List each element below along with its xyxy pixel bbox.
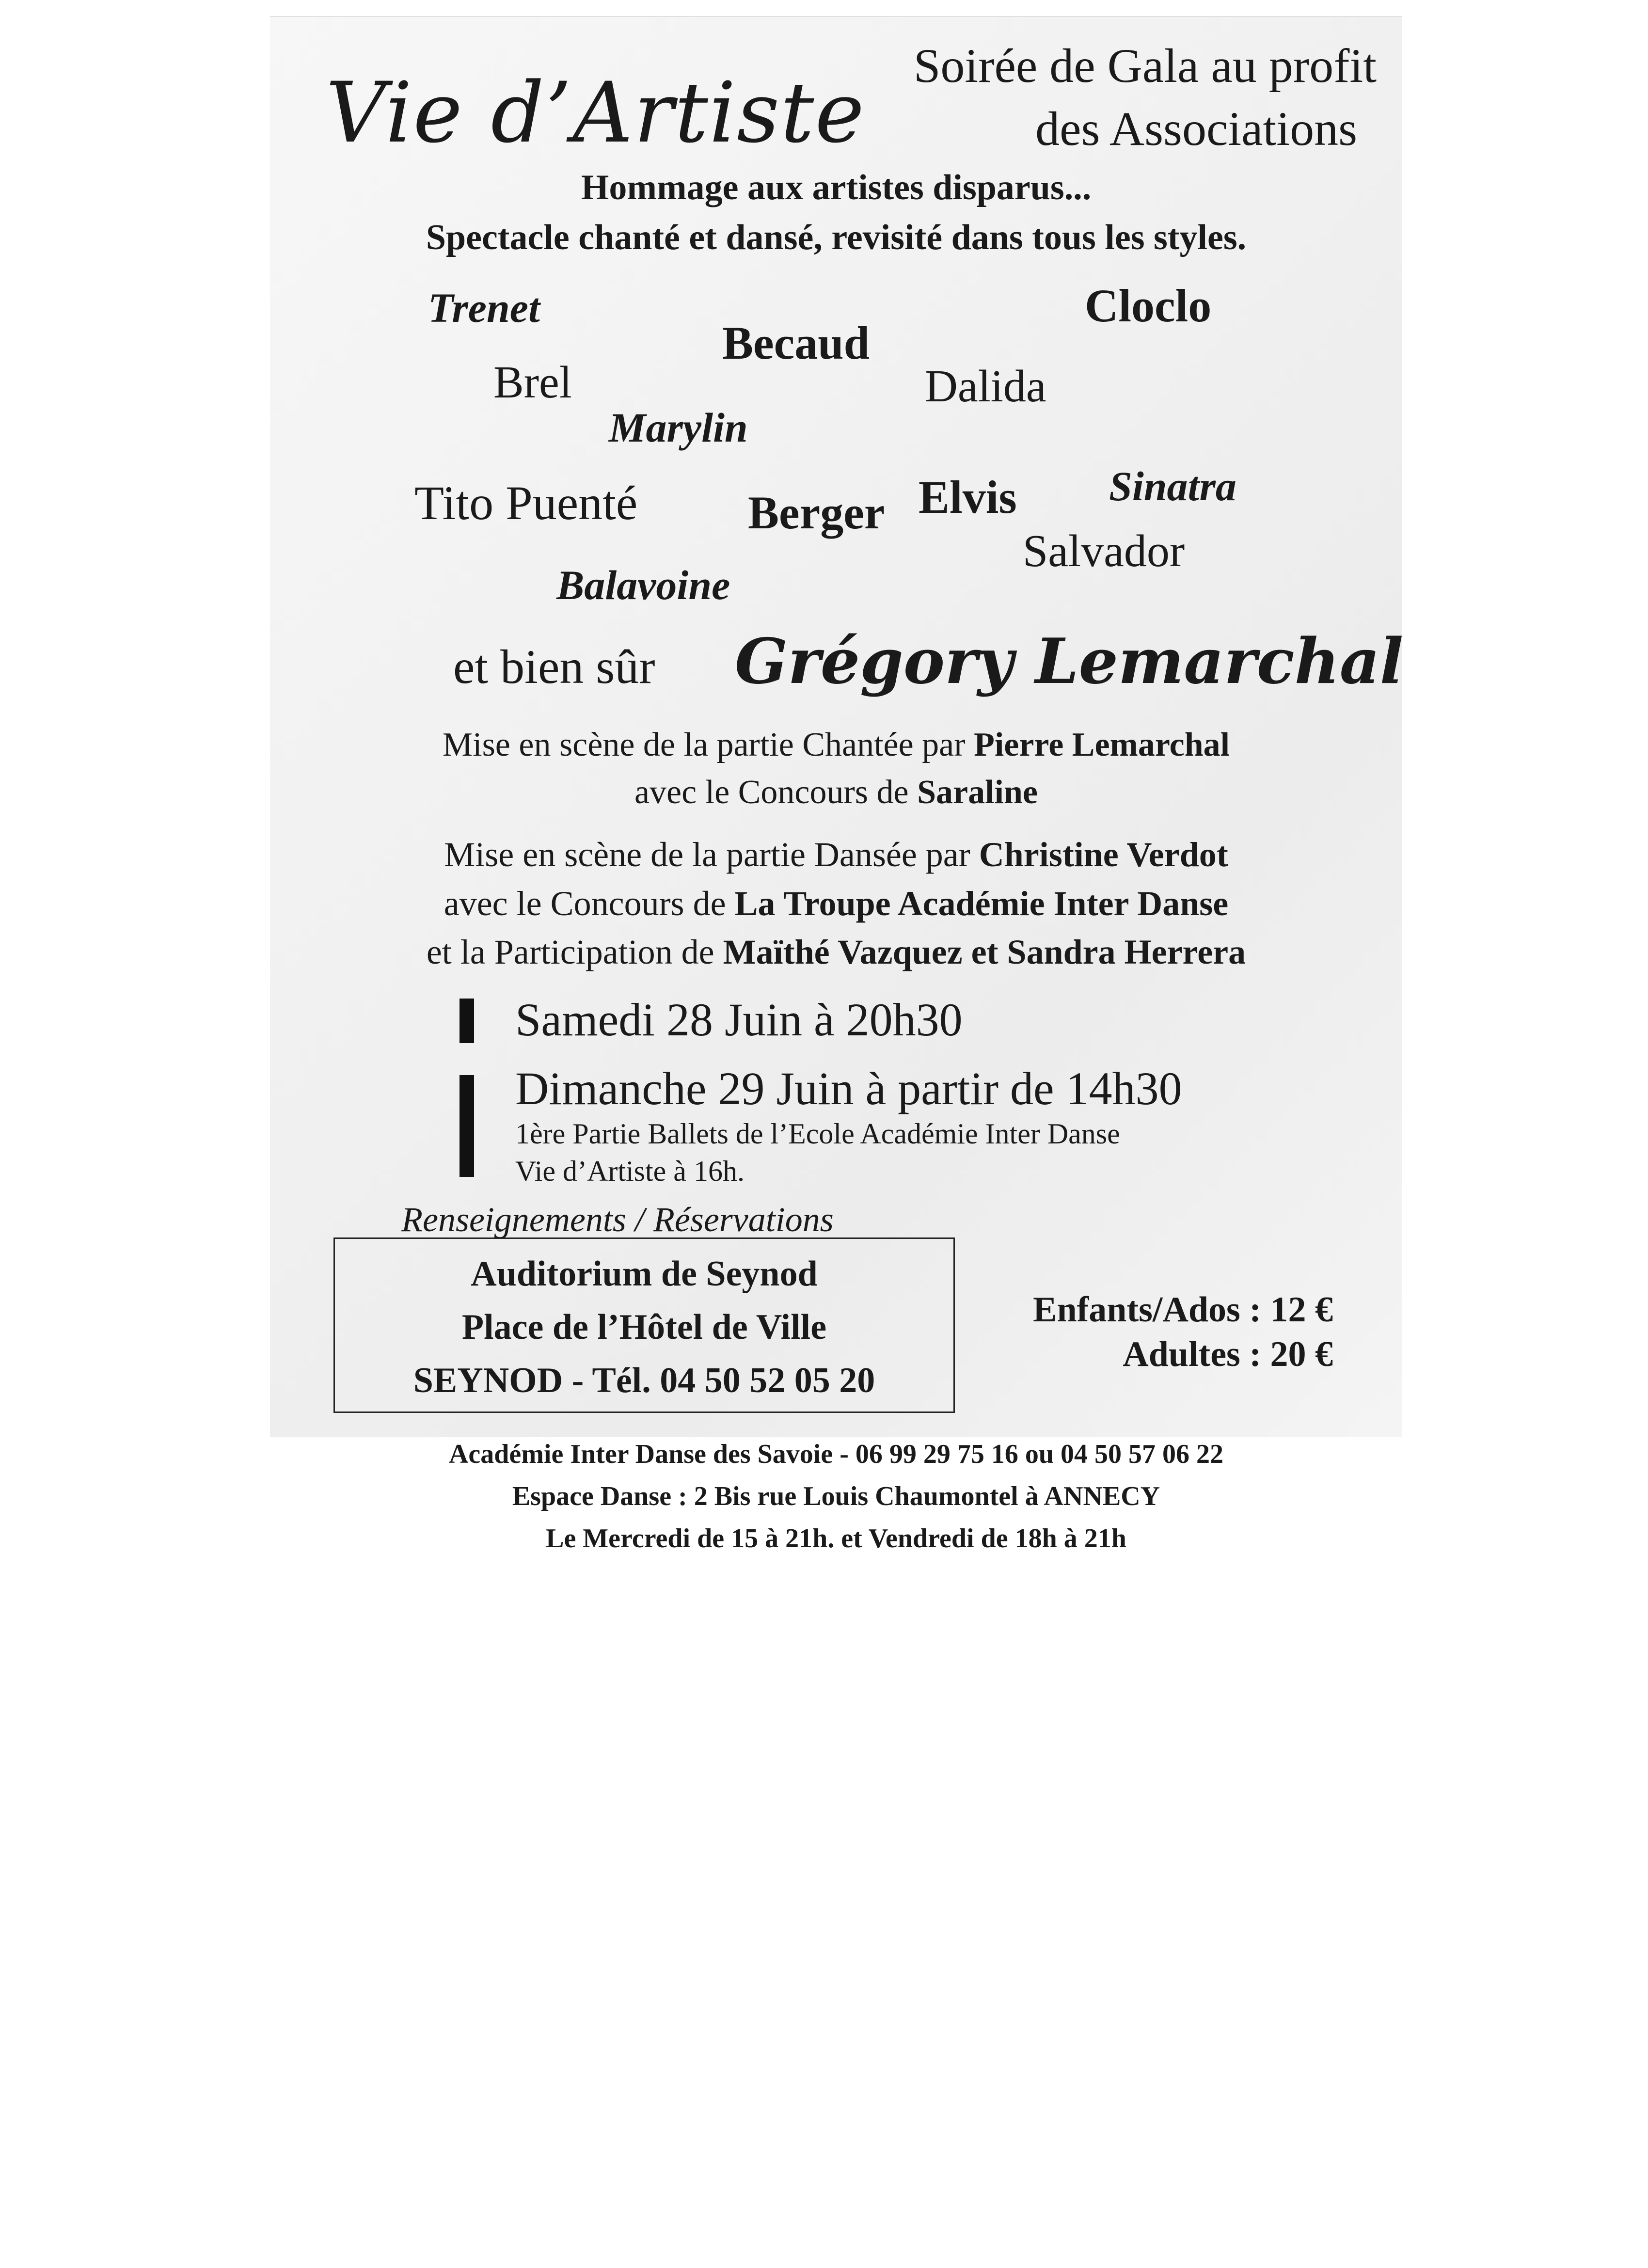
- credit-dance3-line: [270, 932, 1402, 972]
- artist-trenet: Trenet: [428, 285, 540, 331]
- credit-dance2-line: [270, 884, 1402, 924]
- artist-dalida: Dalida: [925, 361, 1046, 412]
- artist-cloclo: Cloclo: [1085, 280, 1212, 332]
- artist-marylin: Marylin: [609, 404, 748, 451]
- price-children: Enfants/Ados : 12 €: [1033, 1290, 1333, 1330]
- tribute-prefix: et bien sûr: [453, 640, 655, 694]
- date-marker-saturday: [460, 999, 474, 1043]
- flyer-title: Vie d’Artiste: [326, 64, 866, 161]
- artist-becaud: Becaud: [722, 317, 870, 369]
- credit-sung-prefix: Mise en scène de la partie Chantée par: [442, 726, 966, 763]
- date-saturday: Samedi 28 Juin à 20h30: [515, 994, 963, 1046]
- credit-dance3-name: Maïthé Vazquez et Sandra Herrera: [723, 933, 1246, 971]
- booking-venue: Auditorium de Seynod: [471, 1254, 818, 1294]
- tribute-name: Grégory Lemarchal: [735, 625, 1404, 698]
- credit-dance2-prefix: avec le Concours de: [444, 884, 726, 923]
- credit-sung2-line: [270, 773, 1402, 812]
- credit-sung-line: [270, 726, 1402, 764]
- price-adults: Adultes : 20 €: [1123, 1334, 1333, 1374]
- artist-brel: Brel: [493, 357, 572, 408]
- artist-berger: Berger: [748, 487, 885, 539]
- flyer-subtitle-line2: des Associations: [1035, 102, 1357, 156]
- booking-phone: SEYNOD - Tél. 04 50 52 05 20: [413, 1361, 875, 1400]
- footer-line-3: Le Mercredi de 15 à 21h. et Vendredi de 18h à 21h: [546, 1523, 1126, 1554]
- credit-dance3-prefix: et la Participation de: [426, 933, 714, 971]
- booking-heading: Renseignements / Réservations: [401, 1200, 834, 1239]
- credit-dance-line: [270, 835, 1402, 875]
- credit-sung-name: Pierre Lemarchal: [974, 726, 1230, 763]
- intro-line-2: Spectacle chanté et dansé, revisité dans tous les styles.: [426, 218, 1247, 257]
- intro-line-1: Hommage aux artistes disparus...: [581, 168, 1092, 207]
- credit-sung2-prefix: avec le Concours de: [634, 774, 909, 811]
- artist-tito-puente: Tito Puenté: [414, 476, 638, 530]
- credit-dance-name: Christine Verdot: [979, 835, 1228, 874]
- date-marker-sunday: [460, 1075, 474, 1177]
- footer-line-2: Espace Danse : 2 Bis rue Louis Chaumontel à ANNECY: [512, 1481, 1160, 1511]
- credit-sung2-name: Saraline: [917, 774, 1038, 811]
- credit-dance-prefix: Mise en scène de la partie Dansée par: [444, 835, 970, 874]
- artist-elvis: Elvis: [919, 471, 1017, 523]
- booking-address-box: [333, 1237, 955, 1413]
- booking-place: Place de l’Hôtel de Ville: [461, 1307, 827, 1347]
- artist-salvador: Salvador: [1023, 526, 1185, 576]
- footer-line-1: Académie Inter Danse des Savoie - 06 99 29 75 16 ou 04 50 57 06 22: [448, 1439, 1224, 1469]
- artist-balavoine: Balavoine: [556, 562, 730, 608]
- credit-dance2-name: La Troupe Académie Inter Danse: [734, 884, 1229, 923]
- date-sunday-detail-1: 1ère Partie Ballets de l’Ecole Académie Inter Danse: [515, 1118, 1120, 1150]
- artist-sinatra: Sinatra: [1109, 463, 1236, 509]
- flyer-subtitle-line1: Soirée de Gala au profit: [913, 39, 1377, 93]
- date-sunday: Dimanche 29 Juin à partir de 14h30: [515, 1063, 1182, 1114]
- date-sunday-detail-2: Vie d’Artiste à 16h.: [515, 1155, 745, 1187]
